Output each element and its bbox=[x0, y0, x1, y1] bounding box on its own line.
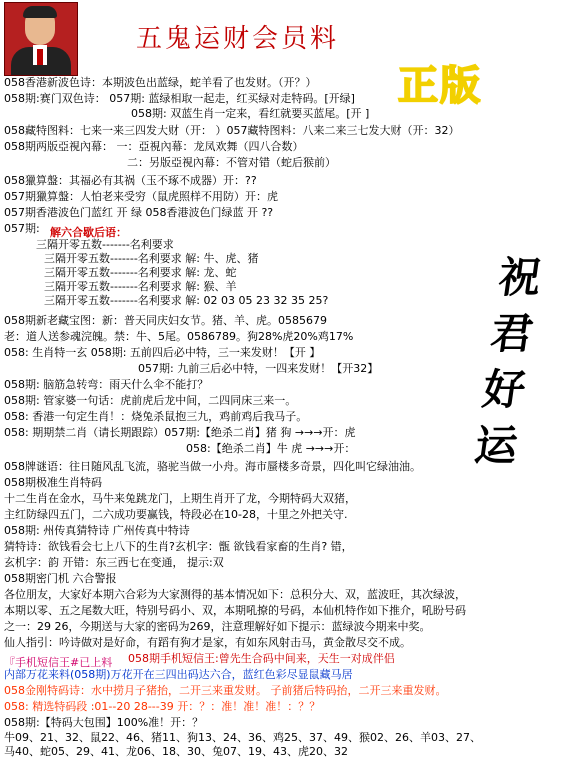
text-line: 058香港新波色诗：本期波色出蓝绿，蛇羊看了也发财。（开？） bbox=[4, 76, 317, 89]
text-line: 058期极准生肖特码 bbox=[4, 476, 102, 489]
text-line: 二：另版亞視內幕：不管对错（蛇后猴前） bbox=[127, 156, 336, 169]
text-line: 本期以零、五之尾数大旺，特别号码小、双，本期吼撩的号码，本仙机特作如下推介，吼盼号码 bbox=[4, 604, 466, 617]
text-line: 058期: 脑筋急转弯：雨天什么伞不能打？ bbox=[4, 378, 209, 391]
text-line: 058期: 管家婆一句话：虎前虎后龙中间，二四同床三来一。 bbox=[4, 394, 297, 407]
text-line: 058: 生肖特一玄 058期: 五前四后必中特，三一来发财！【开 】 bbox=[4, 346, 321, 359]
text-line: 058:【绝杀二肖】牛 虎 →→→开： bbox=[186, 442, 356, 455]
text-line: 三隔开零五数-------名利要求 bbox=[36, 238, 174, 251]
side-wish-text: 祝君好运 bbox=[471, 253, 545, 470]
text-line: 058期: 州传真猜特诗 广州传真中特诗 bbox=[4, 524, 190, 537]
text-line: 058期: 双蓝生肖一定来，看红就要买蓝尾。[开 ] bbox=[131, 107, 370, 120]
text-line: 058期新老藏宝图：新：普天同庆妇女节。猪、羊、虎。0585679 bbox=[4, 314, 327, 327]
text-line: 三隔开零五数-------名利要求 解: 02 03 05 23 32 35 25? bbox=[44, 294, 329, 307]
text-line: 057期香港波色门蓝红 开 绿 058香港波色门绿蓝 开 ?? bbox=[4, 206, 274, 219]
photo-tie bbox=[37, 49, 43, 65]
text-line: 十二生肖在金水，马牛来兔跳龙门，上期生肖开了龙，今期特码大双猪， bbox=[4, 492, 356, 505]
text-line: 内部万花来料(058期)万花开在三四出码达六合，蓝红色彩尽显鼠藏马居 bbox=[4, 668, 353, 681]
highlight-xiehouyu: 解六合歇后语： bbox=[50, 226, 127, 239]
text-line: 057期獵算盤：人怕老来受穷（鼠虎照样不用防）开：虎 bbox=[4, 190, 278, 203]
page-title: 五鬼运财会员料 bbox=[136, 24, 340, 54]
text-line: 各位朋友，大家好本期六合彩为大家测得的基本情况如下：总积分大、双，蓝波旺，其次绿波， bbox=[4, 588, 466, 601]
text-line: 三隔开零五数-------名利要求 解: 牛、虎、猪 bbox=[44, 252, 259, 265]
text-line: 猜特诗：欲钱看会七上八下的生肖?玄机字：甑 欲钱看家畜的生肖? 错， bbox=[4, 540, 353, 553]
text-line: 三隔开零五数-------名利要求 解: 猴、羊 bbox=[44, 280, 237, 293]
text-line: 058: 期期禁二肖（请长期跟踪）057期:【绝杀二肖】猪 狗 →→→开：虎 bbox=[4, 426, 356, 439]
text-line: 058期手机短信王:曾先生合码中间来，天生一对成伴侣 bbox=[128, 652, 395, 665]
text-line: 仙人指引：吟诗做对是好命，有蹈有狗才是家，有如东风射击马，黄金散尽交不成。 bbox=[4, 636, 411, 649]
text-line: 058期:赛门双色诗： 057期: 蓝绿相取一起走，红买绿对走特码。[开绿] bbox=[4, 92, 355, 105]
highlight-sms-prefix: 『手机短信王#已上料 bbox=[4, 656, 113, 669]
text-line: 058牌谜语：往日随风乱飞流，骆驼当做一小舟。海市蜃楼多奇景，四化叫它绿油油。 bbox=[4, 460, 421, 473]
text-line: 三隔开零五数-------名利要求 解: 龙、蛇 bbox=[44, 266, 237, 279]
text-line: 牛09、21、32、鼠22、46、猪11、狗13、24、36、鸡25、37、49、猴02、26、羊03、27、 bbox=[4, 731, 481, 744]
text-line: 057期: bbox=[4, 222, 40, 235]
text-line: 058: 香港一句定生肖！：烧兔杀鼠抱三九，鸡前鸡后我马子。 bbox=[4, 410, 308, 423]
text-line: 058期:【特码大包围】100%准！开：？ bbox=[4, 716, 204, 729]
text-line: 玄机字：韵 开错：东三西七在变通， 提示:双 bbox=[4, 556, 224, 569]
text-line: 058期两版亞視內幕： 一：亞視內幕：龙凤欢舞（四八合数） bbox=[4, 140, 304, 153]
text-line: 主红防绿四五门，二六成功要赢钱，特段必在10-28，十里之外把关守. bbox=[4, 508, 348, 521]
text-line: 058藏特图料：七来一来三四发大财（开： ）057藏特图料：八来二来三七发大财（开：32） bbox=[4, 124, 460, 137]
text-line: 老：道人送参魂浣魄。禁：牛、5尾。0586789。狗28%虎20%鸡17% bbox=[4, 330, 354, 343]
text-line: 之一：29 26，今期送与大家的密码为269，注意理解好如下提示：蓝绿波今期来中奖。 bbox=[4, 620, 431, 633]
photo-hair bbox=[23, 6, 57, 18]
author-photo bbox=[4, 2, 78, 76]
text-line: 057期: 九前三后必中特，一四来发财！【开32】 bbox=[138, 362, 379, 375]
text-line: 058期密门机 六合警报 bbox=[4, 572, 117, 585]
text-line: 058: 精选特码段 :01--20 28---39 开：？：准！准！准！：？？ bbox=[4, 700, 321, 713]
text-line: 058金刚特码诗：水中捞月子猪抬，二开三来重发财。 子前猪后特码抬，二开三来重发财。 bbox=[4, 684, 447, 697]
text-line: 058獵算盤：其福必有其祸（玉不琢不成器）开：?? bbox=[4, 174, 257, 187]
text-line: 马40、蛇05、29、41、龙06、18、30、兔07、19、43、虎20、32 bbox=[4, 745, 348, 758]
zhengban-stamp: 正版 bbox=[398, 63, 482, 109]
